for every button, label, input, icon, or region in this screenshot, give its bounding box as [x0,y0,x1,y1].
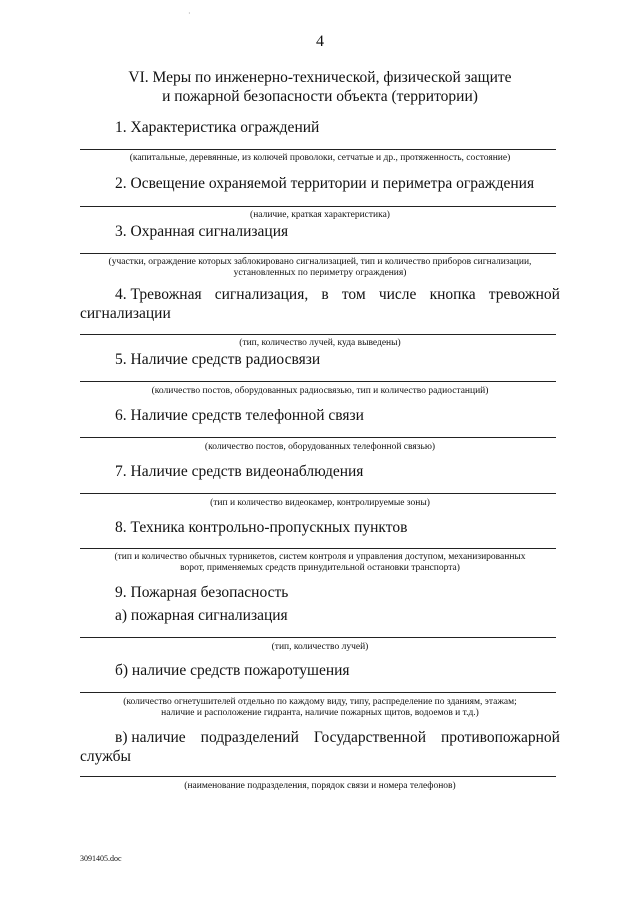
caption-telephone: (количество постов, оборудованных телефонной связью) [204,442,436,452]
fill-line [80,206,556,207]
fill-line [80,493,556,494]
item-fire-alarm: а) пожарная сигнализация [115,607,288,624]
word: подразделений [200,729,299,746]
word: числе [378,286,417,303]
caption-fencing: (капитальные, деревянные, из колючей проволоки, сетчатые и др., протяженность, состояние) [129,153,511,163]
word: 4. Тревожная [115,286,202,303]
item-extinguishing: б) наличие средств пожаротушения [115,662,350,679]
item-checkpoint: 8. Техника контрольно-пропускных пунктов [115,519,408,536]
item-fire-safety: 9. Пожарная безопасность [115,584,289,601]
fill-line [80,437,556,438]
section-title-line2: и пожарной безопасности объекта (территории) [162,88,478,105]
item-fire-service [115,728,560,747]
fill-line [80,253,556,254]
item-lighting: 2. Освещение охраняемой территории и периметра ограждения [115,175,535,192]
word: в) наличие [115,729,186,746]
caption-extinguishing [80,697,560,719]
word: сигнализация, [214,286,309,303]
caption-panic-alarm: (тип, количество лучей, куда выведены) [239,338,401,348]
caption-line: (участки, ограждение которых заблокировано сигнализацией, тип и количество приборов сигнализации, [108,257,532,267]
caption-lighting: (наличие, краткая характеристика) [250,210,390,220]
stray-mark: · [188,9,191,18]
section-title [60,68,580,106]
section-title-line1: VI. Меры по инженерно-технической, физической защите [128,69,512,86]
fill-line [80,149,556,150]
word: тревожной [488,286,560,303]
word: Государственной [313,729,427,746]
fill-line [80,334,556,335]
fill-line [80,381,556,382]
caption-security-alarm [80,257,560,279]
caption-line: (тип и количество обычных турникетов, систем контроля и управления доступом, механизированных [114,552,526,562]
caption-line: наличие и расположение гидранта, наличие пожарных щитов, водоемов и т.д.) [161,708,479,718]
word: том [341,286,366,303]
item-radio: 5. Наличие средств радиосвязи [115,351,321,368]
caption-fire-alarm: (тип, количество лучей) [271,642,369,652]
item-panic-alarm-cont: сигнализации [80,305,171,322]
word: в [321,286,329,303]
file-name-footer: 3091405.doc [80,854,122,863]
item-telephone: 6. Наличие средств телефонной связи [115,407,364,424]
caption-fire-service: (наименование подразделения, порядок связи и номера телефонов) [184,781,456,791]
caption-checkpoint [80,552,560,574]
item-security-alarm: 3. Охранная сигнализация [115,223,289,240]
fill-line [80,776,556,777]
fill-line [80,692,556,693]
item-fire-service-cont: службы [80,748,131,765]
word: кнопка [429,286,476,303]
caption-line: (количество огнетушителей отдельно по каждому виду, типу, распределение по зданиям, этажам; [123,697,517,707]
caption-line: установленных по периметру ограждения) [233,268,407,278]
fill-line [80,548,556,549]
caption-video: (тип и количество видеокамер, контролируемые зоны) [210,498,430,508]
word: противопожарной [441,729,560,746]
caption-radio: (количество постов, оборудованных радиосвязью, тип и количество радиостанций) [151,386,489,396]
item-video: 7. Наличие средств видеонаблюдения [115,463,364,480]
page-number: 4 [316,33,324,50]
item-fencing: 1. Характеристика ограждений [115,119,320,136]
fill-line [80,637,556,638]
caption-line: ворот, применяемых средств принудительной остановки транспорта) [180,563,460,573]
item-panic-alarm [115,285,560,304]
